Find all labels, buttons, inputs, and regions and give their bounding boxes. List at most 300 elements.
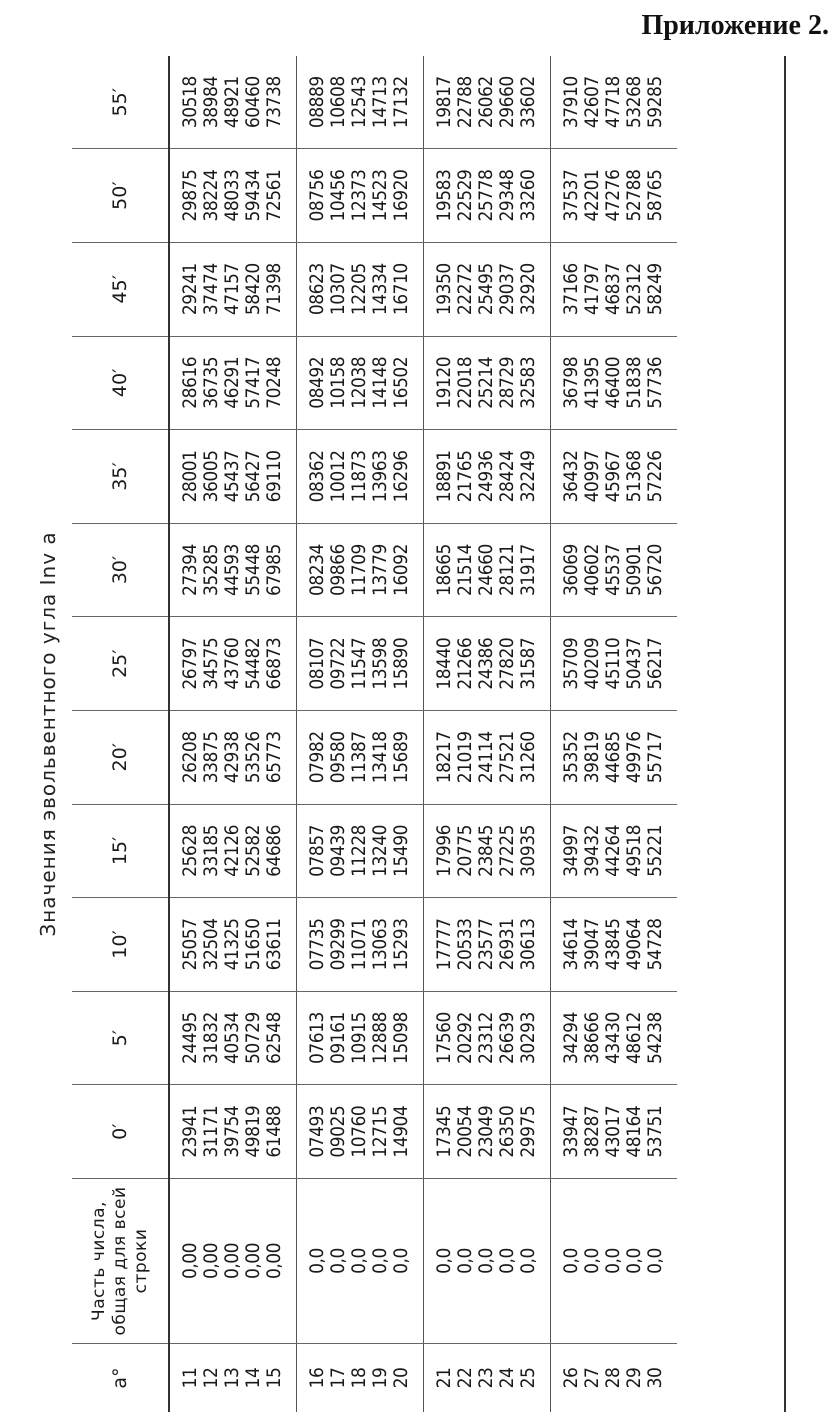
cell-value: 53751 <box>644 1105 666 1158</box>
cell-value: 29348 <box>496 169 518 222</box>
cell-value: 25778 <box>475 169 497 222</box>
cell-value: 28729 <box>496 356 518 409</box>
value-cell <box>551 149 678 243</box>
cell-value: 0,0 <box>581 1248 603 1274</box>
cell-value: 23312 <box>475 1012 497 1065</box>
cell-value: 55717 <box>644 731 666 784</box>
cell-value: 62548 <box>263 1012 285 1065</box>
cell-value: 49064 <box>623 918 645 971</box>
cell-value: 42126 <box>221 824 243 877</box>
value-cell <box>424 1085 551 1179</box>
cell-value: 09580 <box>327 731 349 784</box>
cell-value: 71398 <box>263 263 285 316</box>
cell-value: 24386 <box>475 637 497 690</box>
appendix-label: Приложение 2. <box>641 10 829 41</box>
cell-value: 40997 <box>581 450 603 503</box>
cell-value: 51838 <box>623 356 645 409</box>
cell-value: 70248 <box>263 356 285 409</box>
cell-value: 66873 <box>263 637 285 690</box>
cell-value: 28001 <box>179 450 201 503</box>
cell-value: 46837 <box>602 263 624 316</box>
cell-value: 0,0 <box>623 1248 645 1274</box>
cell-value: 26062 <box>475 76 497 129</box>
cell-value: 33875 <box>200 731 222 784</box>
cell-value: 37166 <box>560 263 582 316</box>
cell-value: 48921 <box>221 76 243 129</box>
value-cell <box>297 149 424 243</box>
common-part-cell <box>169 1179 297 1344</box>
cell-value: 19 <box>369 1367 391 1389</box>
cell-value: 21 <box>433 1367 455 1389</box>
cell-value: 12888 <box>369 1012 391 1065</box>
involute-table <box>72 56 677 1412</box>
value-cell <box>297 523 424 617</box>
cell-value: 20292 <box>454 1012 476 1065</box>
cell-value: 57417 <box>242 356 264 409</box>
cell-value: 58765 <box>644 169 666 222</box>
cell-value: 51650 <box>242 918 264 971</box>
cell-value: 25057 <box>179 918 201 971</box>
cell-value: 0,0 <box>390 1248 412 1274</box>
cell-value: 31587 <box>517 637 539 690</box>
cell-value: 13598 <box>369 637 391 690</box>
cell-value: 21266 <box>454 637 476 690</box>
value-cell <box>551 336 678 430</box>
alpha-cell <box>169 1344 297 1413</box>
cell-value: 15890 <box>390 637 412 690</box>
cell-value: 10608 <box>327 76 349 129</box>
cell-value: 37474 <box>200 263 222 316</box>
cell-value: 17345 <box>433 1105 455 1158</box>
alpha-cell <box>424 1344 551 1413</box>
cell-value: 47276 <box>602 169 624 222</box>
header-minute: 10′ <box>72 898 169 992</box>
header-minute: 0′ <box>72 1085 169 1179</box>
common-part-cell <box>297 1179 424 1344</box>
cell-value: 20533 <box>454 918 476 971</box>
cell-value: 08362 <box>306 450 328 503</box>
cell-value: 25 <box>517 1367 539 1389</box>
value-cell <box>551 898 678 992</box>
cell-value: 16920 <box>390 169 412 222</box>
cell-value: 21514 <box>454 544 476 596</box>
cell-value: 15293 <box>390 918 412 971</box>
value-cell <box>551 804 678 898</box>
cell-value: 17 <box>327 1367 349 1389</box>
cell-value: 26 <box>560 1367 582 1389</box>
cell-value: 43430 <box>602 1012 624 1065</box>
value-cell <box>169 991 297 1085</box>
cell-value: 12205 <box>348 263 370 316</box>
cell-value: 33185 <box>200 824 222 877</box>
cell-value: 54238 <box>644 1012 666 1065</box>
cell-value: 27394 <box>179 544 201 596</box>
cell-value: 12543 <box>348 76 370 129</box>
cell-value: 47718 <box>602 76 624 129</box>
cell-value: 38666 <box>581 1012 603 1065</box>
header-minute: 30′ <box>72 523 169 617</box>
value-cell <box>297 56 424 149</box>
cell-value: 12373 <box>348 169 370 222</box>
cell-value: 0,0 <box>644 1248 666 1274</box>
cell-value: 19583 <box>433 169 455 222</box>
value-cell <box>551 991 678 1085</box>
common-part-cell <box>424 1179 551 1344</box>
value-cell <box>297 991 424 1085</box>
cell-value: 36069 <box>560 544 582 596</box>
cell-value: 36005 <box>200 450 222 503</box>
cell-value: 56427 <box>242 450 264 503</box>
cell-value: 25628 <box>179 824 201 877</box>
cell-value: 26639 <box>496 1012 518 1065</box>
header-minute: 55′ <box>72 56 169 149</box>
cell-value: 10760 <box>348 1105 370 1158</box>
cell-value: 13 <box>221 1367 243 1389</box>
cell-value: 42938 <box>221 731 243 784</box>
value-cell <box>551 430 678 524</box>
value-cell <box>297 336 424 430</box>
cell-value: 44685 <box>602 731 624 784</box>
cell-value: 27225 <box>496 824 518 877</box>
cell-value: 0,0 <box>475 1248 497 1274</box>
cell-value: 14713 <box>369 76 391 129</box>
cell-value: 29875 <box>179 169 201 222</box>
cell-value: 49976 <box>623 731 645 784</box>
cell-value: 07613 <box>306 1012 328 1065</box>
cell-value: 19350 <box>433 263 455 316</box>
cell-value: 26931 <box>496 918 518 971</box>
cell-value: 10307 <box>327 263 349 316</box>
cell-value: 10012 <box>327 450 349 503</box>
cell-value: 35352 <box>560 731 582 784</box>
cell-value: 67985 <box>263 544 285 596</box>
value-cell <box>297 804 424 898</box>
cell-value: 15689 <box>390 731 412 784</box>
cell-value: 38984 <box>200 76 222 129</box>
cell-value: 24495 <box>179 1012 201 1065</box>
cell-value: 49819 <box>242 1105 264 1158</box>
table-row <box>424 56 551 1412</box>
table-title: Значения эвольвентного угла Inv a <box>36 531 60 937</box>
cell-value: 58249 <box>644 263 666 316</box>
value-cell <box>297 617 424 711</box>
cell-value: 49518 <box>623 824 645 877</box>
cell-value: 11873 <box>348 450 370 503</box>
cell-value: 19120 <box>433 356 455 409</box>
value-cell <box>551 1085 678 1179</box>
cell-value: 23 <box>475 1367 497 1389</box>
cell-value: 09025 <box>327 1105 349 1158</box>
cell-value: 36798 <box>560 356 582 409</box>
cell-value: 08234 <box>306 544 328 596</box>
cell-value: 08889 <box>306 76 328 129</box>
header-minute: 15′ <box>72 804 169 898</box>
cell-value: 29037 <box>496 263 518 316</box>
cell-value: 28121 <box>496 544 518 596</box>
cell-value: 48164 <box>623 1105 645 1158</box>
header-minute: 35′ <box>72 430 169 524</box>
header-minute: 25′ <box>72 617 169 711</box>
cell-value: 31171 <box>200 1105 222 1158</box>
cell-value: 43760 <box>221 637 243 690</box>
cell-value: 0,0 <box>327 1248 349 1274</box>
value-cell <box>551 242 678 336</box>
cell-value: 0,0 <box>369 1248 391 1274</box>
cell-value: 22 <box>454 1367 476 1389</box>
cell-value: 33260 <box>517 169 539 222</box>
common-part-cell <box>551 1179 678 1344</box>
cell-value: 16 <box>306 1367 328 1389</box>
cell-value: 30613 <box>517 918 539 971</box>
cell-value: 50901 <box>623 544 645 596</box>
cell-value: 46291 <box>221 356 243 409</box>
cell-value: 30518 <box>179 76 201 129</box>
cell-value: 36735 <box>200 356 222 409</box>
cell-value: 39047 <box>581 918 603 971</box>
cell-value: 07857 <box>306 824 328 877</box>
cell-value: 55221 <box>644 824 666 877</box>
cell-value: 29 <box>623 1367 645 1389</box>
cell-value: 45537 <box>602 544 624 596</box>
cell-value: 32504 <box>200 918 222 971</box>
cell-value: 31260 <box>517 731 539 784</box>
cell-value: 15490 <box>390 824 412 877</box>
cell-value: 18665 <box>433 544 455 596</box>
cell-value: 48612 <box>623 1012 645 1065</box>
cell-value: 22272 <box>454 263 476 316</box>
cell-value: 38287 <box>581 1105 603 1158</box>
cell-value: 63611 <box>263 918 285 971</box>
cell-value: 20775 <box>454 824 476 877</box>
cell-value: 07982 <box>306 731 328 784</box>
cell-value: 54728 <box>644 918 666 971</box>
cell-value: 24114 <box>475 731 497 784</box>
cell-value: 59285 <box>644 76 666 129</box>
cell-value: 30293 <box>517 1012 539 1065</box>
cell-value: 54482 <box>242 637 264 690</box>
cell-value: 40534 <box>221 1012 243 1065</box>
cell-value: 41325 <box>221 918 243 971</box>
cell-value: 45110 <box>602 637 624 690</box>
cell-value: 51368 <box>623 450 645 503</box>
table-body <box>169 56 677 1412</box>
value-cell <box>424 242 551 336</box>
bottom-rule <box>784 56 786 1412</box>
cell-value: 69110 <box>263 450 285 503</box>
cell-value: 26797 <box>179 637 201 690</box>
cell-value: 11547 <box>348 637 370 690</box>
value-cell <box>169 804 297 898</box>
cell-value: 73738 <box>263 76 285 129</box>
cell-value: 44593 <box>221 544 243 596</box>
value-cell <box>551 710 678 804</box>
cell-value: 10456 <box>327 169 349 222</box>
cell-value: 50729 <box>242 1012 264 1065</box>
cell-value: 43017 <box>602 1105 624 1158</box>
cell-value: 21765 <box>454 450 476 503</box>
cell-value: 38224 <box>200 169 222 222</box>
cell-value: 09299 <box>327 918 349 971</box>
header-minute: 20′ <box>72 710 169 804</box>
cell-value: 35285 <box>200 544 222 596</box>
header-minute: 50′ <box>72 149 169 243</box>
cell-value: 33602 <box>517 76 539 129</box>
cell-value: 61488 <box>263 1105 285 1158</box>
cell-value: 60460 <box>242 76 264 129</box>
cell-value: 18440 <box>433 637 455 690</box>
cell-value: 0,00 <box>263 1242 285 1280</box>
cell-value: 09866 <box>327 544 349 596</box>
cell-value: 19817 <box>433 76 455 129</box>
cell-value: 37537 <box>560 169 582 222</box>
cell-value: 11228 <box>348 824 370 877</box>
alpha-cell <box>551 1344 678 1413</box>
cell-value: 57736 <box>644 356 666 409</box>
cell-value: 58420 <box>242 263 264 316</box>
cell-value: 11071 <box>348 918 370 971</box>
cell-value: 22529 <box>454 169 476 222</box>
cell-value: 52582 <box>242 824 264 877</box>
cell-value: 08107 <box>306 637 328 690</box>
cell-value: 07493 <box>306 1105 328 1158</box>
cell-value: 14904 <box>390 1105 412 1158</box>
cell-value: 11709 <box>348 544 370 596</box>
cell-value: 28616 <box>179 356 201 409</box>
cell-value: 64686 <box>263 824 285 877</box>
cell-value: 20054 <box>454 1105 476 1158</box>
cell-value: 23577 <box>475 918 497 971</box>
cell-value: 23049 <box>475 1105 497 1158</box>
cell-value: 18217 <box>433 731 455 784</box>
cell-value: 14 <box>242 1367 264 1389</box>
cell-value: 41395 <box>581 356 603 409</box>
cell-value: 39432 <box>581 824 603 877</box>
cell-value: 42201 <box>581 169 603 222</box>
cell-value: 29241 <box>179 263 201 316</box>
cell-value: 0,0 <box>517 1248 539 1274</box>
cell-value: 14523 <box>369 169 391 222</box>
cell-value: 25495 <box>475 263 497 316</box>
value-cell <box>169 617 297 711</box>
cell-value: 44264 <box>602 824 624 877</box>
cell-value: 12 <box>200 1367 222 1389</box>
cell-value: 0,0 <box>433 1248 455 1274</box>
cell-value: 10915 <box>348 1012 370 1065</box>
cell-value: 07735 <box>306 918 328 971</box>
cell-value: 0,00 <box>221 1242 243 1280</box>
header-minute: 5′ <box>72 991 169 1085</box>
cell-value: 30935 <box>517 824 539 877</box>
cell-value: 16710 <box>390 263 412 316</box>
value-cell <box>297 710 424 804</box>
value-cell <box>424 56 551 149</box>
cell-value: 0,0 <box>454 1248 476 1274</box>
header-row <box>72 56 169 1412</box>
cell-value: 11387 <box>348 731 370 784</box>
cell-value: 17777 <box>433 918 455 971</box>
cell-value: 24 <box>496 1367 518 1389</box>
cell-value: 08756 <box>306 169 328 222</box>
cell-value: 26208 <box>179 731 201 784</box>
cell-value: 14148 <box>369 356 391 409</box>
value-cell <box>424 149 551 243</box>
value-cell <box>169 430 297 524</box>
cell-value: 0,00 <box>200 1242 222 1280</box>
cell-value: 56217 <box>644 637 666 690</box>
table-row <box>169 56 297 1412</box>
cell-value: 16092 <box>390 544 412 596</box>
cell-value: 32583 <box>517 356 539 409</box>
cell-value: 52312 <box>623 263 645 316</box>
cell-value: 16296 <box>390 450 412 503</box>
cell-value: 40209 <box>581 637 603 690</box>
value-cell <box>424 617 551 711</box>
value-cell <box>169 523 297 617</box>
cell-value: 10158 <box>327 356 349 409</box>
cell-value: 18 <box>348 1367 370 1389</box>
cell-value: 31917 <box>517 544 539 596</box>
cell-value: 52788 <box>623 169 645 222</box>
cell-value: 29975 <box>517 1105 539 1158</box>
table-row <box>551 56 678 1412</box>
value-cell <box>424 336 551 430</box>
value-cell <box>551 523 678 617</box>
cell-value: 27 <box>581 1367 603 1389</box>
cell-value: 09722 <box>327 637 349 690</box>
cell-value: 22788 <box>454 76 476 129</box>
cell-value: 0,00 <box>179 1242 201 1280</box>
cell-value: 32920 <box>517 263 539 316</box>
cell-value: 13963 <box>369 450 391 503</box>
cell-value: 30 <box>644 1367 666 1389</box>
value-cell <box>551 56 678 149</box>
cell-value: 0,0 <box>306 1248 328 1274</box>
cell-value: 13240 <box>369 824 391 877</box>
cell-value: 33947 <box>560 1105 582 1158</box>
value-cell <box>424 991 551 1085</box>
cell-value: 08492 <box>306 356 328 409</box>
header-common-part: Часть числа, общая для всей строки <box>72 1179 169 1344</box>
value-cell <box>424 523 551 617</box>
cell-value: 40602 <box>581 544 603 596</box>
table-row <box>297 56 424 1412</box>
cell-value: 24660 <box>475 544 497 596</box>
cell-value: 31832 <box>200 1012 222 1065</box>
cell-value: 23845 <box>475 824 497 877</box>
cell-value: 53268 <box>623 76 645 129</box>
cell-value: 72561 <box>263 169 285 222</box>
cell-value: 18891 <box>433 450 455 503</box>
cell-value: 48033 <box>221 169 243 222</box>
cell-value: 36432 <box>560 450 582 503</box>
cell-value: 24936 <box>475 450 497 503</box>
header-minute: 40′ <box>72 336 169 430</box>
value-cell <box>169 56 297 149</box>
cell-value: 13779 <box>369 544 391 596</box>
cell-value: 08623 <box>306 263 328 316</box>
cell-value: 39819 <box>581 731 603 784</box>
cell-value: 50437 <box>623 637 645 690</box>
cell-value: 09439 <box>327 824 349 877</box>
cell-value: 28 <box>602 1367 624 1389</box>
value-cell <box>297 430 424 524</box>
cell-value: 45437 <box>221 450 243 503</box>
cell-value: 26350 <box>496 1105 518 1158</box>
cell-value: 0,0 <box>496 1248 518 1274</box>
cell-value: 56720 <box>644 544 666 596</box>
cell-value: 34614 <box>560 918 582 971</box>
cell-value: 14334 <box>369 263 391 316</box>
